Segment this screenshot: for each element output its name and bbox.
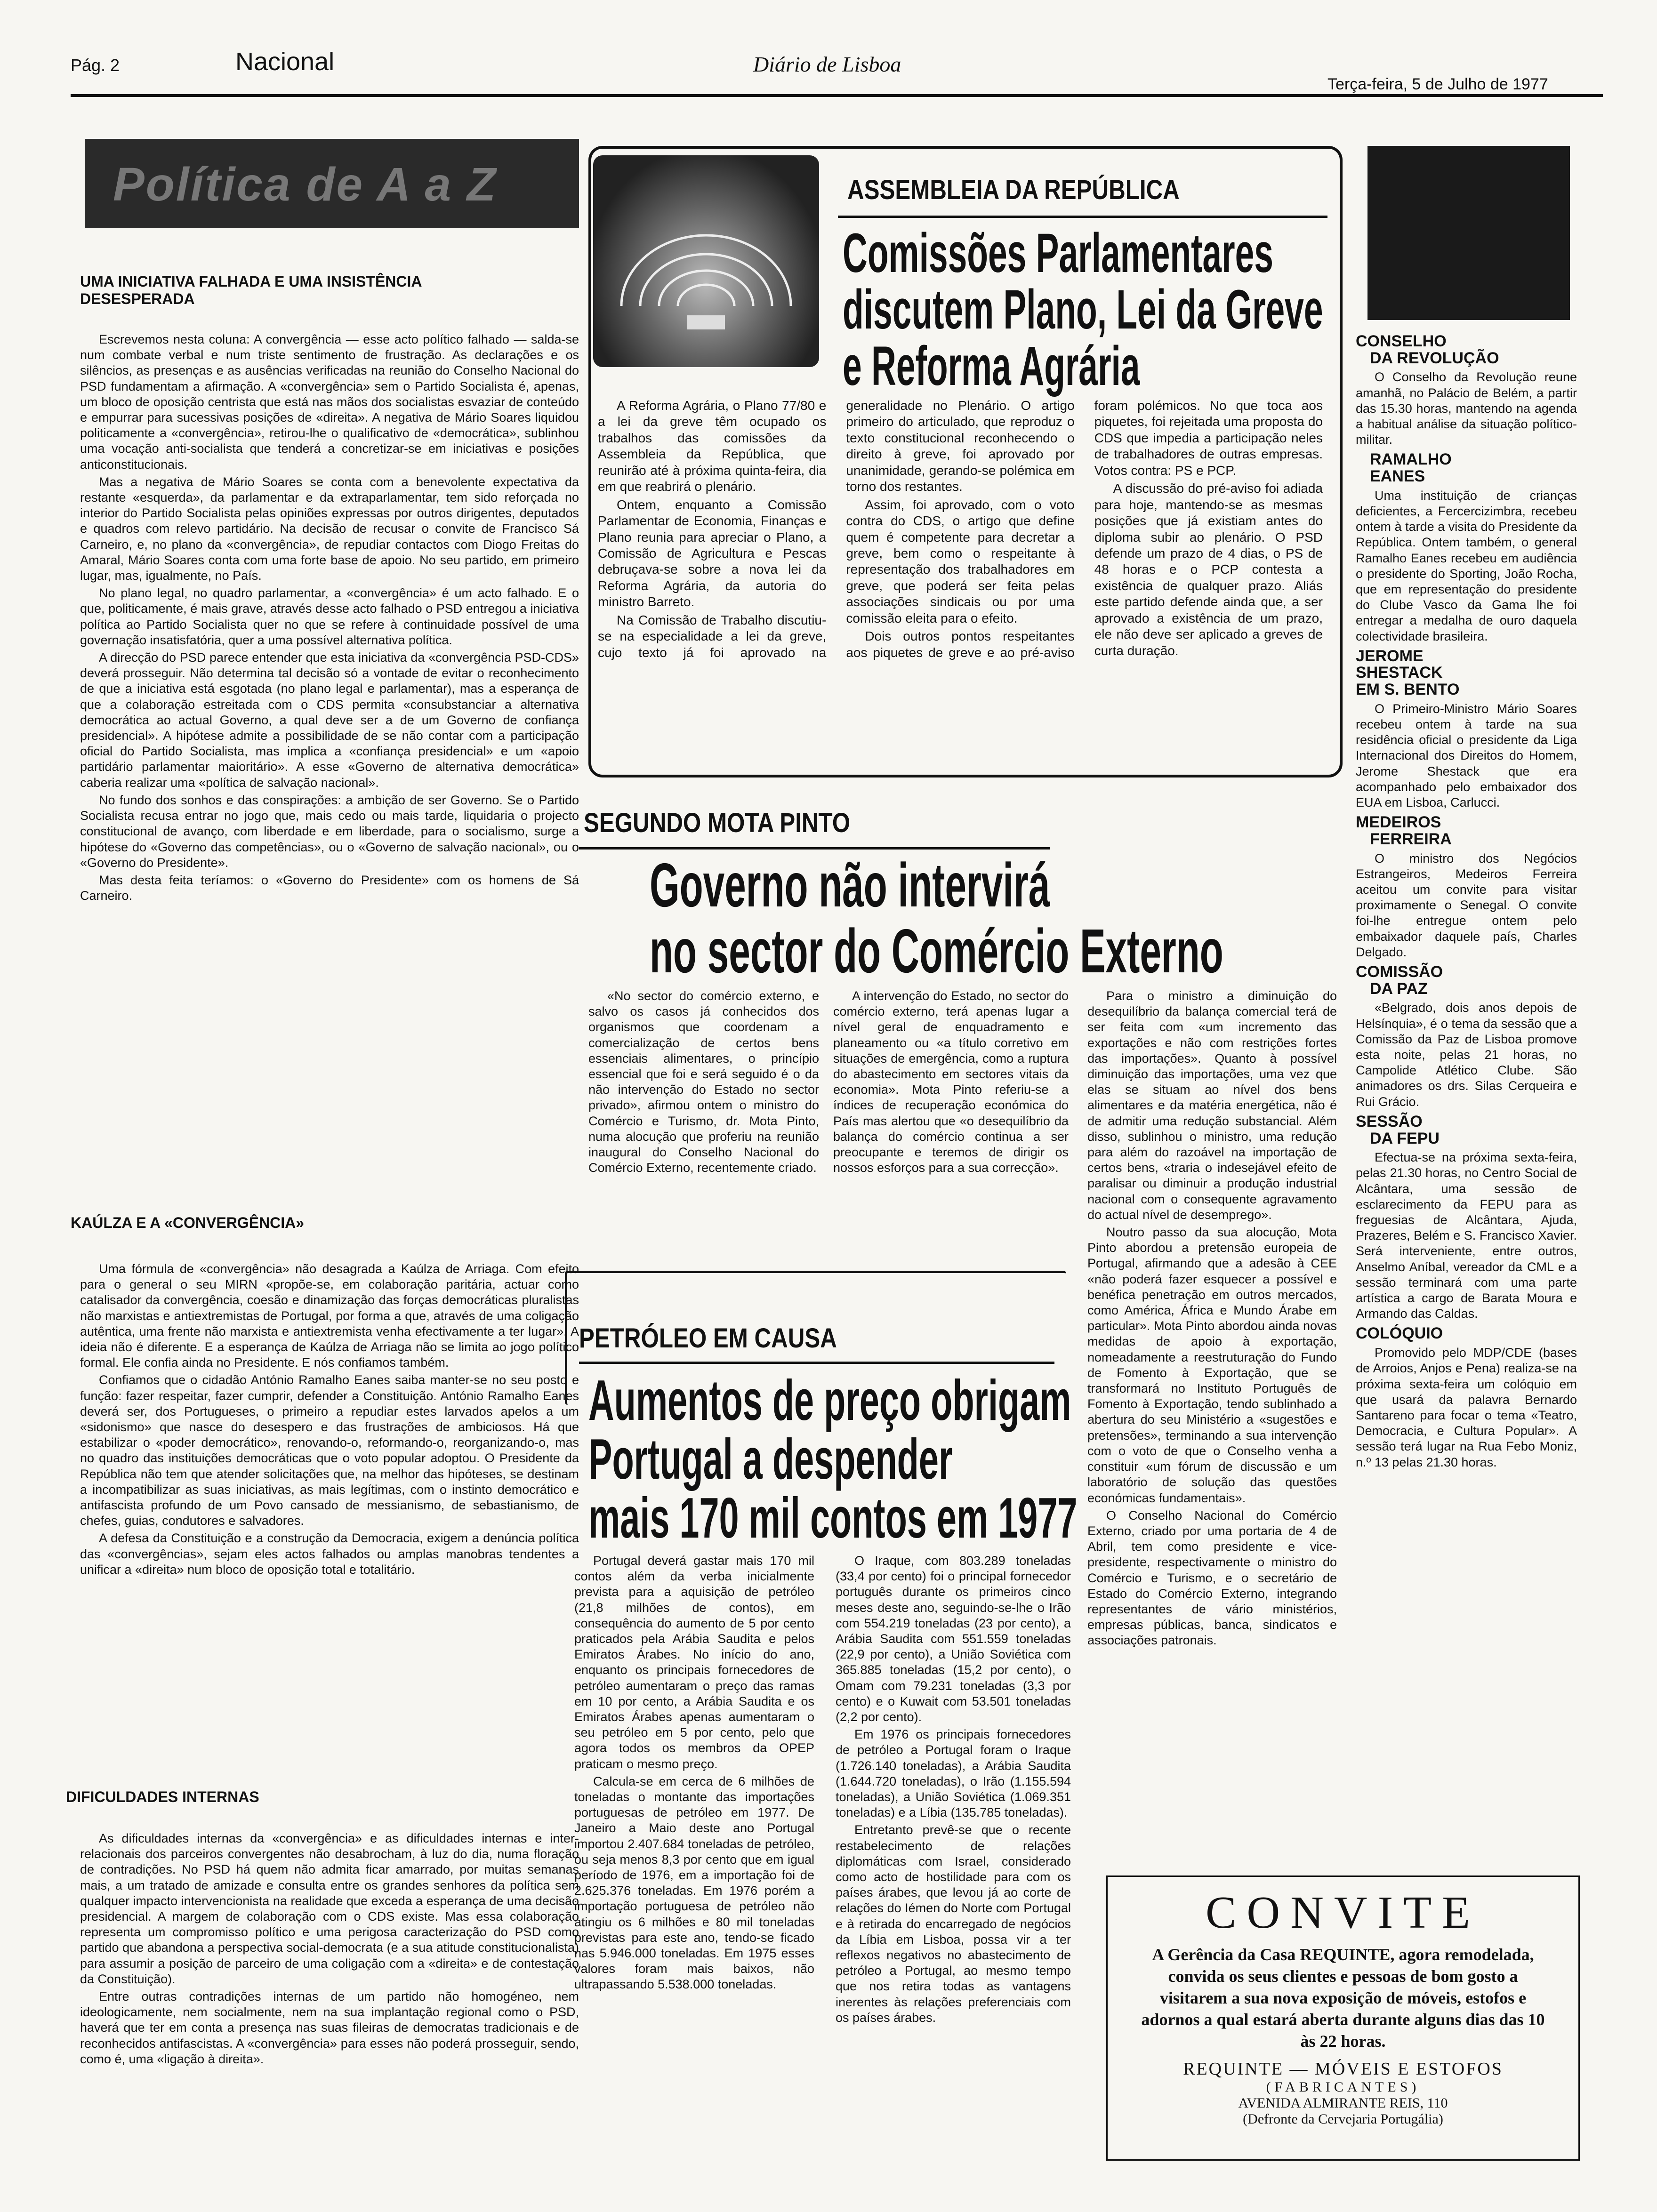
politica-s2-title: KAÚLZA E A «CONVERGÊNCIA»: [71, 1214, 305, 1231]
paragraph: Noutro passo da sua alocução, Mota Pinto abordou a pretensão europeia de Portugal, afirmando que a adesão à CEE «não poderá fazer esquecer a possível e benéfica penetração em outros mercados, como América, África e Mundo Árabe em particular». Mota Pinto abordou ainda novas medidas de apoio à exportação, nomeadamente a reestruturação do Fundo de Fomento à Exportação, que se transformará no Instituto Português de Fomento à Exportação, tendo sublinhado a abertura do seu Ministério a «sugestões e pretensões», terminando a sua intervenção com o voto de que o Conselho venha a constituir «um fórum de discussão e um laboratório de solução das questões económicas fundamentais».: [1087, 1225, 1337, 1505]
convite-ad: [1106, 1875, 1580, 2161]
title-line: COMISSÃO: [1356, 963, 1443, 981]
title-line: JEROME: [1356, 647, 1424, 665]
paragraph: No plano legal, no quadro parlamentar, a «convergência» é um acto falhado. E o que, politicamente, é mais grave, através desse acto falhado o PSD entregou a iniciativa política ao Partido Socialista quer no que se refere à continuidade possível de uma governação insatisfatória, quer a uma possível alternativa política.: [80, 586, 579, 647]
petroleo-kicker: PETRÓLEO EM CAUSA: [579, 1323, 837, 1354]
masthead: Diário de Lisboa: [753, 52, 901, 76]
paragraph: A Reforma Agrária, o Plano 77/80 e a lei da greve têm ocupado os trabalhos das comissões da Assembleia da República, que reunirão até à próxima quinta-feira, dia em que reabrirá o plenário.: [598, 398, 827, 494]
sidebar-item-title: [1356, 451, 1577, 485]
parliament-photo: [593, 155, 819, 367]
sidebar-item-text: Promovido pelo MDP/CDE (bases de Arroios, Anjos e Pena) realiza-se na próxima sexta-feira um colóquio em que usará da palavra Bernardo Santareno para focar o tema «Teatro, Democracia, e Cultura Popular». A sessão terá lugar na Rua Febo Moniz, n.º 13 pelas 21.30 horas.: [1356, 1346, 1577, 1469]
sidebar-briefs: [1356, 329, 1577, 1470]
sidebar-item-title: [1356, 964, 1577, 997]
paragraph: No fundo dos sonhos e das conspirações: a ambição de ser Governo. Se o Partido Socialista recusa entrar no jogo que, mais cedo ou mais tarde, liquidaria o projecto constitucional de avanço, com liberdade e em liberdade, para o socialismo, surge a hipótese do «Governo das competências», ou o «Governo de salvação nacional», ou o «Governo do Presidente».: [80, 793, 579, 870]
paragraph: Assim, foi aprovado, com o voto contra do CDS, o artigo que define quem é competente para decretar a greve, bem como o respeitante à representação dos trabalhadores em greve, que poderá ser feita pelas associações sindicais ou por uma comissão eleita para o efeito.: [846, 497, 1075, 625]
paragraph: As dificuldades internas da «convergência» e as dificuldades internas e inter-relacionais dos parceiros convergentes não desabrocham, à luz do dia, numa floração de contradições. No PSD há quem não admita ficar amarrado, por muitas semanas mais, a um tratado de amizade e consulta entre os grandes senhores da política sem qualquer impacto intervencionista na realidade que exceda a esperança de uma decisão presidencial. A margem de colaboração com o CDS existe. Mas essa colaboração representa um compromisso político e uma perigosa caracterização do PSD como partido que abandona a perspectiva social-democrata (e a sua atitude constitucionalista) para assumir a posição de parceiro de uma coligação com a «direita» e de contestação da Constituição).: [80, 1831, 579, 1986]
paragraph: Para o ministro a diminuição do desequilíbrio da balança comercial terá de ser feita com «um incremento das exportações e não com restrições fortes das importações». Quanto à possível diminuição das importações, uma vez que elas se situam ao nível dos bens alimentares e da matéria energética, não é de admitir uma redução substancial. Além disso, sublinhou o ministro, uma redução para além do razoável na importação de certos bens, «traria o indesejável efeito de paralisar ou diminuir a produção industrial nacional com o consequente agravamento do actual nível de desemprego».: [1087, 989, 1337, 1222]
assembleia-headline-1: Comissões Parlamentares: [843, 222, 1273, 284]
sidebar-item-text: O Primeiro-Ministro Mário Soares recebeu ontem à tarde na sua residência oficial o presidente da Liga Internacional dos Direitos do Homem, Jerome Shestack que era acompanhado pelo embaixador dos EUA em Lisboa, Carlucci.: [1356, 701, 1577, 810]
sidebar-item-text: Efectua-se na próxima sexta-feira, pelas 21.30 horas, no Centro Social de Alcântara, uma sessão de esclarecimento da FEPU para as freguesias de Alcântara, Ajuda, Prazeres, Belém e S. Francisco Xavier. Será interveniente, entre outros, Anselmo Aníbal, vereador da CML e a sessão terminará com uma parte artística a cargo de Barata Moura e Armando das Caldas.: [1356, 1150, 1577, 1321]
convite-body: A Gerência da Casa REQUINTE, agora remodelada, convida os seus clientes e pessoas de bom gosto a visitarem a sua nova exposição de móveis, estofos e adornos a qual estará aberta durante alguns dias das 10 às 22 horas.: [1141, 1945, 1545, 2051]
title-line: CONSELHO: [1356, 332, 1447, 350]
governo-col-2: [833, 988, 1069, 1178]
assembleia-kicker: ASSEMBLEIA DA REPÚBLICA: [847, 175, 1180, 205]
sidebar-item-title: [1356, 333, 1577, 367]
politica-s1-title: UMA INICIATIVA FALHADA E UMA INSISTÊNCIA DESESPERADA: [80, 273, 422, 307]
sidebar-item-title: [1356, 1114, 1577, 1147]
politica-s3-body: [80, 1831, 579, 2069]
politica-banner: [85, 139, 579, 228]
header-rule: [71, 94, 1603, 97]
politica-s1-body: [80, 332, 579, 906]
convite-brand: REQUINTE — MÓVEIS E ESTOFOS: [1183, 2059, 1503, 2079]
title-line: FERREIRA: [1370, 830, 1452, 848]
convite-address-2: (Defronte da Cervejaria Portugália): [1243, 2111, 1443, 2127]
governo-headline-2: no sector do Comércio Externo: [650, 916, 1223, 986]
assembleia-rule: [838, 216, 1327, 218]
sidebar-item-title: [1356, 648, 1577, 698]
assembleia-headline-2: discutem Plano, Lei da Greve: [843, 279, 1323, 341]
politica-section-1: [80, 273, 574, 308]
paragraph: A defesa da Constituição e a construção da Democracia, exigem a denúncia política das «convergências», sejam eles actos falhados ou amplas manobras tendentes a unificar a «direita» num bloco de oposição total e totalitário.: [80, 1531, 579, 1577]
paragraph: Calcula-se em cerca de 6 milhões de toneladas o montante das importações portuguesas de petróleo em 1977. De Janeiro a Maio deste ano Portugal importou 2.407.684 toneladas de petróleo, ou seja menos 8,3 por cento que em igual período de 1976, em a importação foi de 2.625.376 toneladas. Em 1976 porém a importação portuguesa de petróleo não atingiu os 6 milhões e 80 mil toneladas previstas para este ano, tendo-se ficado nas 5.946.000 toneladas. Em 1975 esses valores foram mais baixos, não ultrapassando 5.538.000 toneladas.: [574, 1774, 814, 1992]
title-line: DA FEPU: [1370, 1129, 1440, 1147]
sidebar-item: [1356, 814, 1577, 960]
title-line: EANES: [1370, 467, 1425, 486]
paragraph: O Conselho Nacional do Comércio Externo, criado por uma portaria de 4 de Abril, tem como presidente e vice-presidente, respectivamente o ministro do Comércio e Turismo, e o secretário de Estado do Comércio Externo, integrando representantes de vário ministérios, empresas públicas, banca, sindicatos e associações patronais.: [1087, 1508, 1337, 1648]
paragraph: O Iraque, com 803.289 toneladas (33,4 por cento) foi o principal fornecedor português durante os primeiros cinco meses deste ano, seguindo-se-lhe o Irão com 554.219 toneladas (23 por cento), a Arábia Saudita com 551.559 toneladas (22,9 por cento), a União Soviética com 365.885 toneladas (15,2 por cento), o Omam com 79.231 toneladas (3,3 por cento) e o Kuwait com 53.501 toneladas (2,2 por cento).: [836, 1554, 1071, 1724]
paragraph: A intervenção do Estado, no sector do comércio externo, terá apenas lugar a nível geral de enquadramento e planeamento ou «a título corretivo em situações de emergência, como a ruptura do abastecimento em sectores vitais da economia». Mota Pinto referiu-se a índices de recuperação económica do País mas alertou que «o desequilíbrio da balança do comércio continua a ser preocupante e teremos de dirigir os nossos esforços para a sua correcção».: [833, 989, 1069, 1175]
parliament-hemicycle-icon: [593, 155, 819, 367]
petroleo-rule: [579, 1362, 1054, 1364]
paragraph: A discussão do pré-aviso foi adiada para hoje, mantendo-se as mesmas posições que já existiam antes do diploma subir ao plenário. O PSD defende um prazo de 4 dias, o PS de 48 horas e o PCP contesta a existência de qualquer prazo. Aliás este partido defende ainda que, a ser aprovado a existência de um prazo, ele não deve ser aplicado a greves de curta duração.: [1094, 481, 1323, 658]
paragraph: Uma fórmula de «convergência» não desagrada a Kaúlza de Arriaga. Com efeito para o general o seu MIRN «propõe-se, em colaboração paritária, actuar como catalisador da convergência, coesão e dinamização das forças democráticas pluralistas não marxistas e antiextremistas de Portugal, por forma a que, através de uma coligação autêntica, uma frente não marxista e antiextremista venha efectivamente a ter lugar». A ideia não é diferente. E a esperança de Kaúlza de Arriaga não se limita ao jogo político formal. Ele confia ainda no Presidente. E nós confiamos também.: [80, 1262, 579, 1370]
politica-s2-body: [80, 1261, 579, 1579]
paragraph: Escrevemos nesta coluna: A convergência — esse acto político falhado — salda-se num combate verbal e num triste sentimento de frustração. As declarações e os silêncios, as presenças e as ausências verificadas na reunião do Conselho Nacional do PSD fundamentam a afirmação. A «convergência» sem o Partido Socialista é, apenas, um bloco de oposição centrista que está nas mãos dos socialistas esvaziar de conteúdo e empurrar para sucessivas posições de «direita». A negativa de Mário Soares liquidou politicamente a «convergência», retirou-lhe o qualificativo de «democrática», sublinhou uma vocação anti-socialista que tenderá a concretizar-se em iniciativas e posições anticonstitucionais.: [80, 332, 579, 472]
paragraph: A direcção do PSD parece entender que esta iniciativa da «convergência PSD-CDS» deverá prosseguir. Não determina tal decisão só a vontade de evitar o reconhecimento de que a iniciativa está esgotada (no plano legal e parlamentar), mas a esperança de que a colaboração estreitada com o CDS permita «consubstanciar a alternativa democrática ao actual Governo, a qual deve ser a de um Governo de confiança presidencial». A hipótese admite a possibilidade de se não contar com a participação oficial do Partido Socialista, mas implica a «confiança presidencial» e um «apoio partidário parlamentar maioritário». A esse «Governo de alternativa democrática» caberia realizar uma «política de salvação nacional».: [80, 650, 579, 790]
petroleo-headline-1: Aumentos de preço obrigam: [588, 1368, 1071, 1432]
title-line: DA PAZ: [1370, 979, 1428, 998]
paragraph: Mas desta feita teríamos: o «Governo do Presidente» com os homens de Sá Carneiro.: [80, 873, 579, 903]
title-line: COLÓQUIO: [1356, 1324, 1443, 1343]
section-name: Nacional: [235, 48, 335, 76]
sidebar-item: [1356, 1114, 1577, 1322]
sidebar-item: [1356, 333, 1577, 448]
politica-s3-title: DIFICULDADES INTERNAS: [66, 1788, 259, 1805]
sidebar-item-title: [1356, 814, 1577, 848]
sidebar-item-title: [1356, 1325, 1577, 1342]
page-number: Pág. 2: [71, 56, 120, 75]
sidebar-item: [1356, 1325, 1577, 1470]
paragraph: Em 1976 os principais fornecedores de petróleo a Portugal foram o Iraque (1.726.140 toneladas), a Arábia Saudita (1.644.720 toneladas), o Irão (1.155.594 toneladas), a União Soviética (1.069.351 toneladas) e a Líbia (135.785 toneladas).: [836, 1727, 1071, 1820]
petroleo-col-2: [836, 1553, 1071, 2028]
title-line: SESSÃO: [1356, 1112, 1423, 1130]
assembleia-body: [598, 398, 1323, 760]
title-line: MEDEIROS: [1356, 813, 1441, 832]
petroleo-headline-2: Portugal a despender: [588, 1427, 953, 1491]
sidebar-item-text: «Belgrado, dois anos depois de Helsínquia», é o tema da sessão que a Comissão da Paz de Lisboa promove esta noite, pelas 21 horas, no Campolide Atlético Clube. São animadores os drs. Silas Cerqueira e Rui Grácio.: [1356, 1001, 1577, 1109]
paragraph: Ontem, enquanto a Comissão Parlamentar de Economia, Finanças e Plano reunia para apreciar o Plano, a Comissão de Agricultura e Pescas debruçava-se sobre a nova lei da Reforma Agrária, da autoria do ministro Barreto.: [598, 497, 827, 609]
governo-headline-1: Governo não intervirá: [650, 850, 1050, 920]
sidebar-item-text: O Conselho da Revolução reune amanhã, no Palácio de Belém, a partir das 15.30 horas, mantendo na agenda a habitual análise da situação político-militar.: [1356, 370, 1577, 447]
title-line: RAMALHO: [1370, 450, 1452, 469]
assembleia-headline-3: e Reforma Agrária: [843, 335, 1140, 397]
governo-kicker: SEGUNDO MOTA PINTO: [584, 808, 851, 838]
paragraph: «No sector do comércio externo, e salvo os casos já conhecidos dos organismos que coordenam a comercialização de certos bens essenciais alimentares, o princípio essencial que foi e será seguido é o da não intervenção do Estado no sector privado», afirmou ontem o ministro do Comércio e Turismo, dr. Mota Pinto, numa alocução que proferiu na reunião inaugural do Conselho Nacional do Comércio Externo, recentemente criado.: [588, 989, 819, 1175]
paragraph: Portugal deverá gastar mais 170 mil contos além da verba inicialmente prevista para a aquisição de petróleo (21,8 milhões de contos), em consequência do aumento de 5 por cento praticados pela Arábia Saudita e pelos Emiratos Árabes. No início do ano, enquanto os principais fornecedores de petróleo aumentaram o preço das ramas em 10 por cento, a Arábia Saudita e os Emiratos Árabes apenas aumentaram o seu petróleo em 5 por cento, pelo que agora todos os membros da OPEP praticam o mesmo preço.: [574, 1554, 814, 1771]
paragraph: Entre outras contradições internas de um partido não homogéneo, nem ideologicamente, nem socialmente, nem na sua implantação regional como o PSD, haverá que ter em conta a presença nas suas fileiras de democratas tradicionais e de reconhecidos antifascistas. A «convergência» para esses não poderá prosseguir, sendo, como é, uma «ligação à direita».: [80, 1989, 579, 2066]
sidebar-item: [1356, 451, 1577, 644]
title-line: DA REVOLUÇÃO: [1370, 349, 1499, 367]
paragraph: Dois outros pontos respeitantes aos piquetes de greve e ao pré-aviso foram polémicos. No que toca aos piquetes, foi rejeitada uma proposta do CDS que impedia a participação neles de trabalhadores de outras empresas. Votos contra: PS e PCP.: [846, 398, 1323, 660]
title-line: EM S. BENTO: [1356, 681, 1460, 699]
sidebar-item-text: O ministro dos Negócios Estrangeiros, Medeiros Ferreira aceitou um convite para visitar proximamente o Senegal. O convite foi-lhe entregue ontem pelo embaixador daquele país, Charles Delgado.: [1356, 851, 1577, 959]
paragraph: Confiamos que o cidadão António Ramalho Eanes saiba manter-se no seu posto e função: fazer respeitar, fazer cumprir, defender a Constituição. António Ramalho Eanes deverá ser, dos Portugueses, o primeiro a repudiar estes larvados apelos a um «sidonismo» que nasce do desespero e das frustrações de ambiciosos. Há que estabilizar o «poder democrático», renovando-o, reformando-o, reorganizando-o, mas no quadro das instituições democráticas que o voto popular adoptou. O Presidente da República não tem que atender solicitações que, na melhor das hipóteses, se destinam a incompatibilizar as suas iniciativas, as mais legítimas, com o instinto democrático e antifascista profundo de um Povo cansado de messianismo, de sebastianismo, de chefes, guias, condutores e salvadores.: [80, 1373, 579, 1528]
convite-title: CONVITE: [1205, 1887, 1481, 1938]
petroleo-col-1: [574, 1553, 814, 1995]
convite-subbrand: (FABRICANTES): [1266, 2079, 1420, 2095]
politica-banner-title: Política de A a Z: [113, 158, 497, 211]
paragraph: Na Comissão de Trabalho discutiu-se na especialidade a lei da greve, cujo texto já foi aprovado na generalidade no Plenário. O artigo primeiro do articulado, que reproduz o texto constitucional reconhecendo o direito à greve, foi aprovado por unanimidade, gerando-se polémica em torno dos restantes.: [598, 398, 1075, 660]
paragraph: Entretanto prevê-se que o recente restabelecimento de relações diplomáticas com Israel, considerado como acto de hostilidade para com os países árabes, que levou já ao corte de relações do Iémen do Norte com Portugal e à retirada do encarregado de negócios da Líbia em Lisboa, possa vir a ter reflexos negativos no abastecimento de petróleo a Portugal, ao mesmo tempo que nos retira todas as vantagens inerentes às relações preferenciais com os países árabes.: [836, 1823, 1071, 2025]
sidebar-photo: [1367, 146, 1570, 320]
title-line: SHESTACK: [1356, 664, 1443, 682]
governo-col-1: [588, 988, 819, 1178]
issue-date: Terça-feira, 5 de Julho de 1977: [1327, 75, 1548, 93]
petroleo-headline-3: mais 170 mil contos em 1977: [588, 1486, 1078, 1550]
sidebar-item: [1356, 648, 1577, 810]
governo-col-3: [1087, 988, 1337, 1651]
sidebar-item: [1356, 964, 1577, 1110]
sidebar-item-text: Uma instituição de crianças deficientes, a Fercercizimbra, recebeu ontem à tarde a visita do Presidente da República. Ontem também, o general Ramalho Eanes recebeu em audiência o presidente do Sporting, João Rocha, que em representação do presidente do Clube Vasco da Gama lhe foi entregar a medalha de ouro daquela colectividade brasileira.: [1356, 488, 1577, 643]
paragraph: Mas a negativa de Mário Soares se conta com a benevolente expectativa da restante «esquerda», da parlamentar e da extraparlamentar, tem sido reforçada no interior do Partido Socialista pelas opiniões expressas por outros dirigentes, deputados e quadros com relevo partidário. Na decisão de recusar o convite de Francisco Sá Carneiro, e, no plano da «convergência», de repudiar contactos com Diogo Freitas do Amaral, Mário Soares conta com uma forte base de apoio. No seu partido, em primeiro lugar, mas, igualmente, no País.: [80, 474, 579, 583]
convite-address: AVENIDA ALMIRANTE REIS, 110: [1238, 2095, 1448, 2111]
